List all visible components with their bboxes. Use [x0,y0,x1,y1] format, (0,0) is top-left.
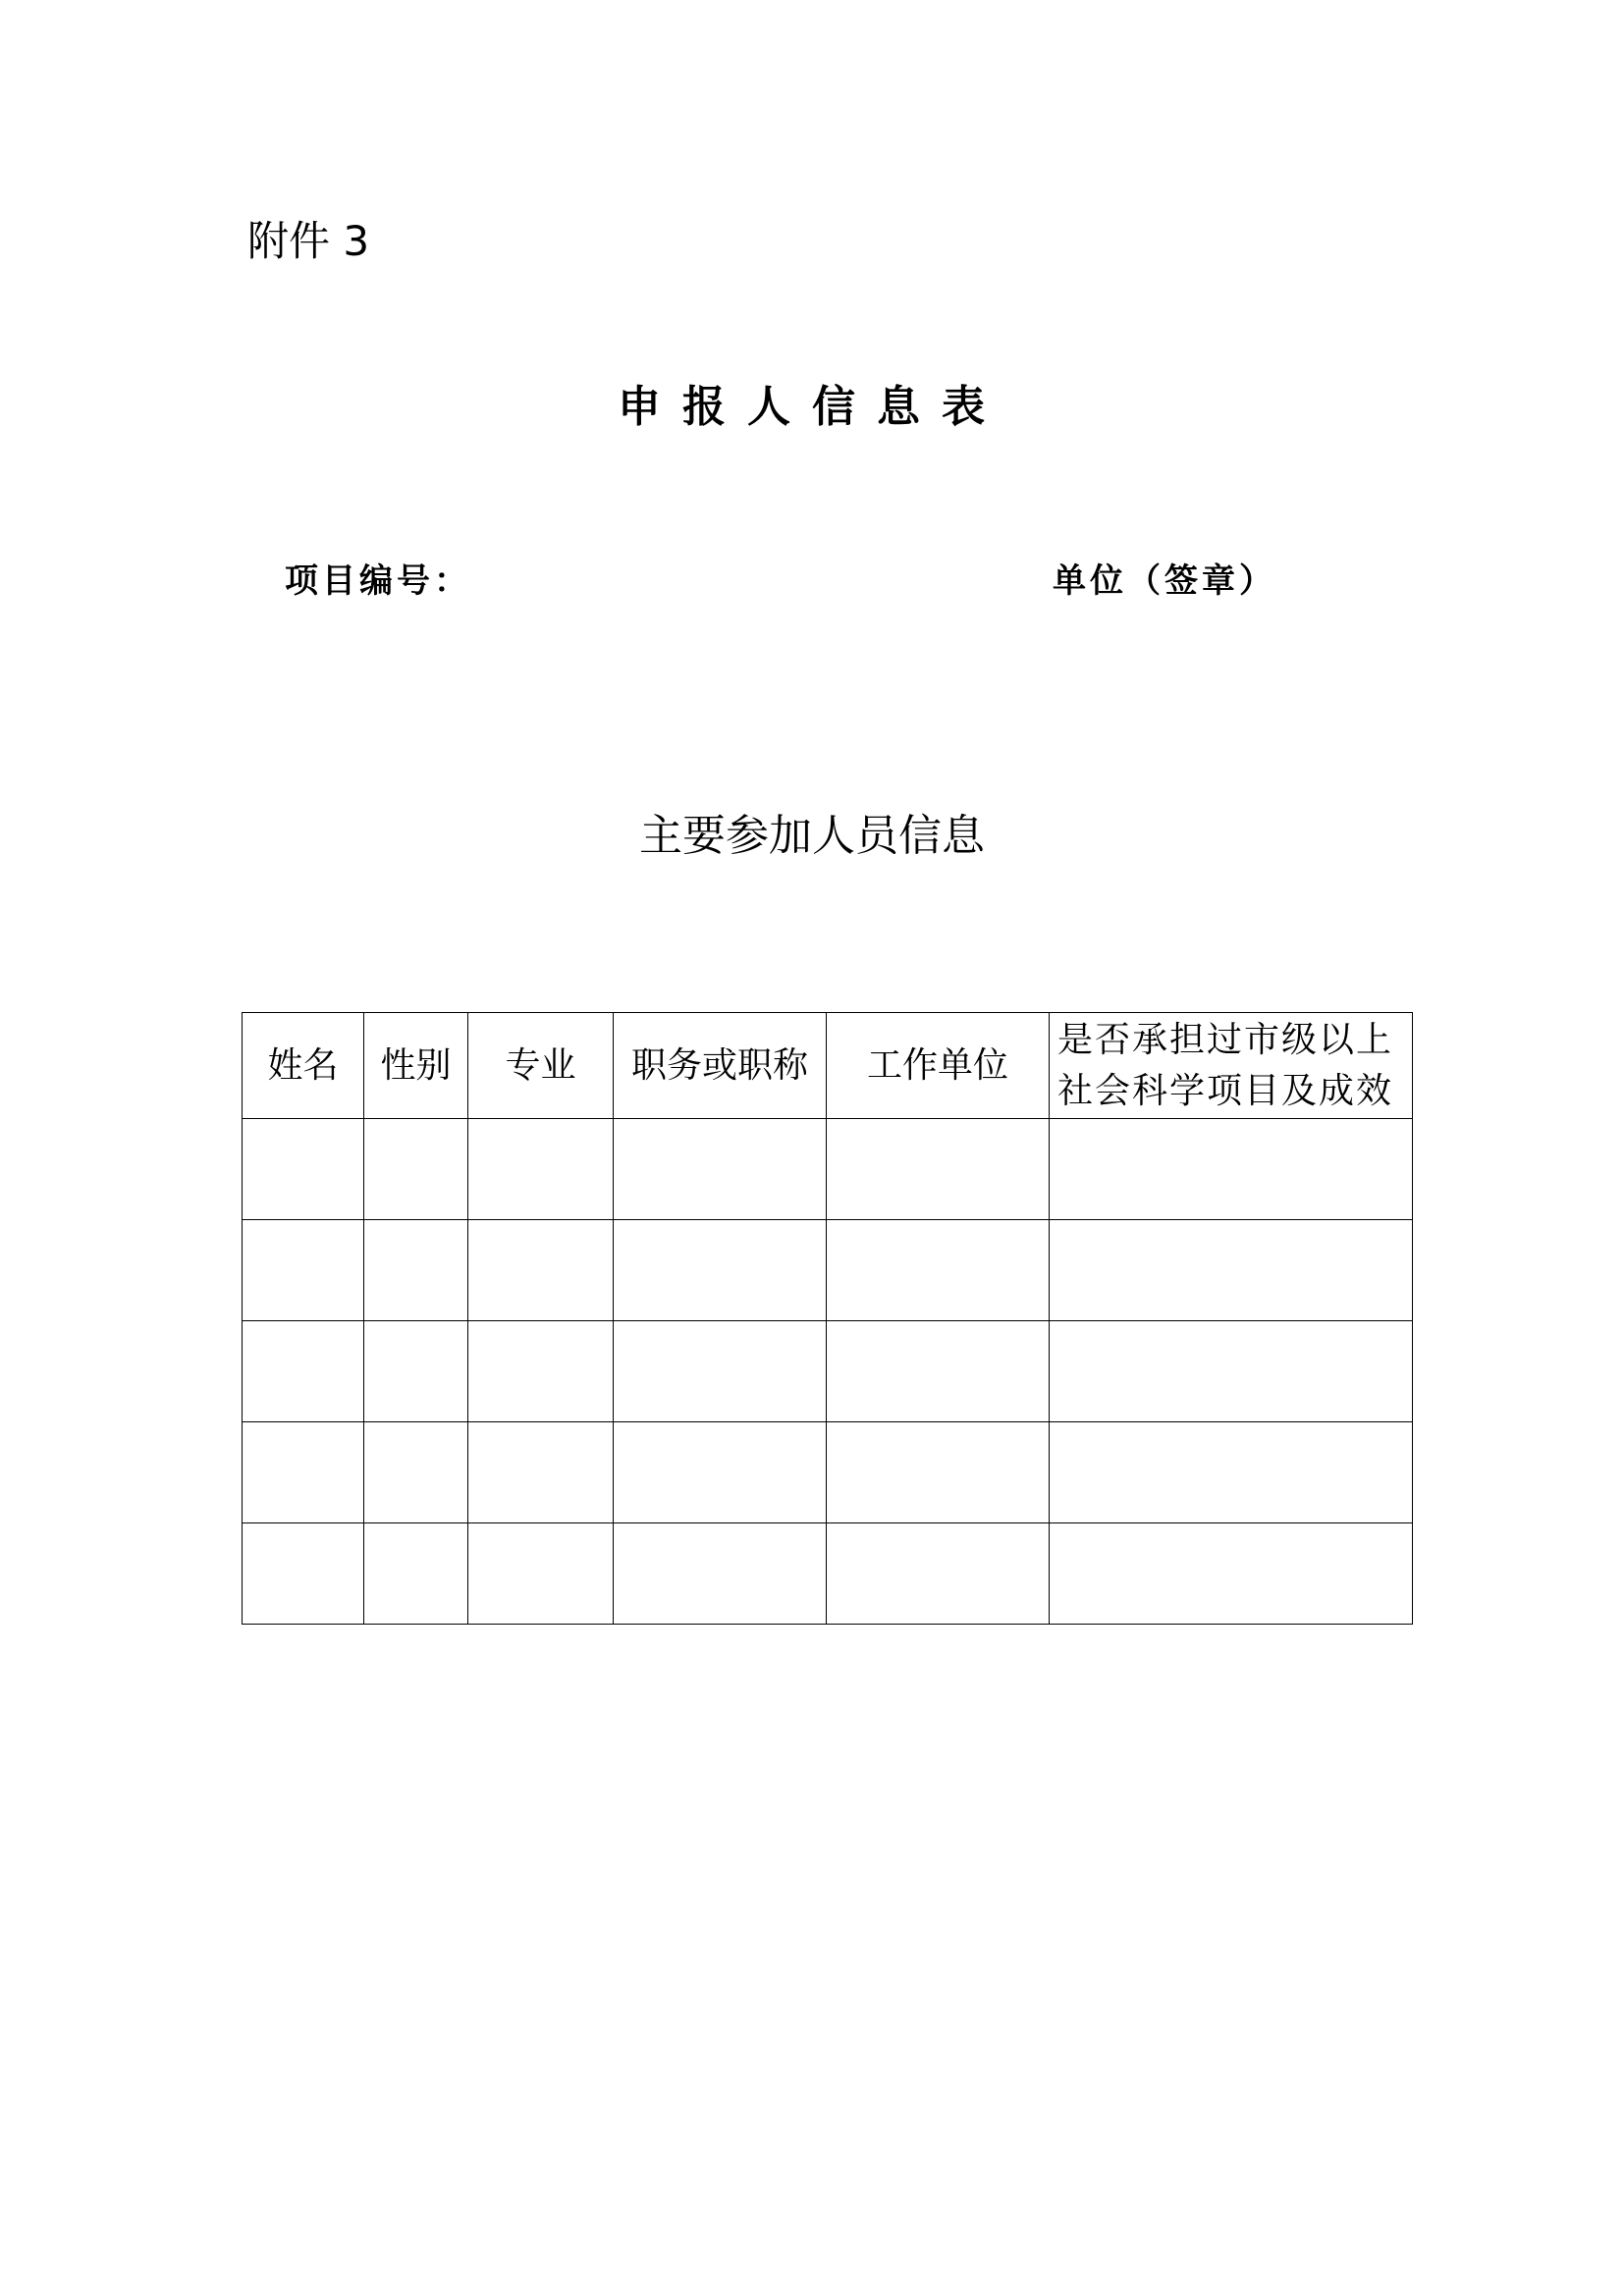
table-row [243,1422,1413,1523]
table-cell[interactable] [364,1220,468,1321]
participants-table [242,1012,1413,1625]
table-cell[interactable] [468,1321,614,1422]
table-cell[interactable] [364,1523,468,1625]
table-cell[interactable] [1050,1321,1413,1422]
table-cell[interactable] [243,1321,364,1422]
column-header-gender: 性别 [364,1013,468,1119]
table-row [243,1523,1413,1625]
table-cell[interactable] [614,1220,827,1321]
table-row [243,1119,1413,1220]
section-title: 主要参加人员信息 [639,811,985,861]
table-cell[interactable] [468,1220,614,1321]
table-header-row [243,1013,1413,1119]
form-title: 申报人信息表 [618,382,1006,432]
table-cell[interactable] [614,1523,827,1625]
table-cell[interactable] [827,1422,1050,1523]
table-cell[interactable] [614,1422,827,1523]
table-cell[interactable] [364,1119,468,1220]
table-cell[interactable] [614,1321,827,1422]
project-number-label: 项目编号： [285,561,471,601]
table-cell[interactable] [243,1422,364,1523]
column-header-title: 职务或职称 [614,1013,827,1119]
table-cell[interactable] [364,1321,468,1422]
table-row [243,1321,1413,1422]
table-cell[interactable] [243,1220,364,1321]
table-cell[interactable] [1050,1119,1413,1220]
table-cell[interactable] [468,1422,614,1523]
table-cell[interactable] [243,1523,364,1625]
table-cell[interactable] [468,1119,614,1220]
table-cell[interactable] [468,1523,614,1625]
table-cell[interactable] [1050,1422,1413,1523]
table-cell[interactable] [827,1321,1050,1422]
attachment-label: 附件 3 [247,217,370,265]
column-header-projects: 是否承担过市级以上社会科学项目及成效 [1050,1013,1413,1119]
unit-seal-label: 单位（签章） [1053,561,1276,601]
table-cell[interactable] [827,1220,1050,1321]
table-cell[interactable] [827,1119,1050,1220]
table-row [243,1220,1413,1321]
table-cell[interactable] [364,1422,468,1523]
column-header-employer: 工作单位 [827,1013,1050,1119]
table-cell[interactable] [827,1523,1050,1625]
table-cell[interactable] [1050,1523,1413,1625]
table-cell[interactable] [243,1119,364,1220]
column-header-name: 姓名 [243,1013,364,1119]
table-cell[interactable] [614,1119,827,1220]
table-cell[interactable] [1050,1220,1413,1321]
column-header-major: 专业 [468,1013,614,1119]
